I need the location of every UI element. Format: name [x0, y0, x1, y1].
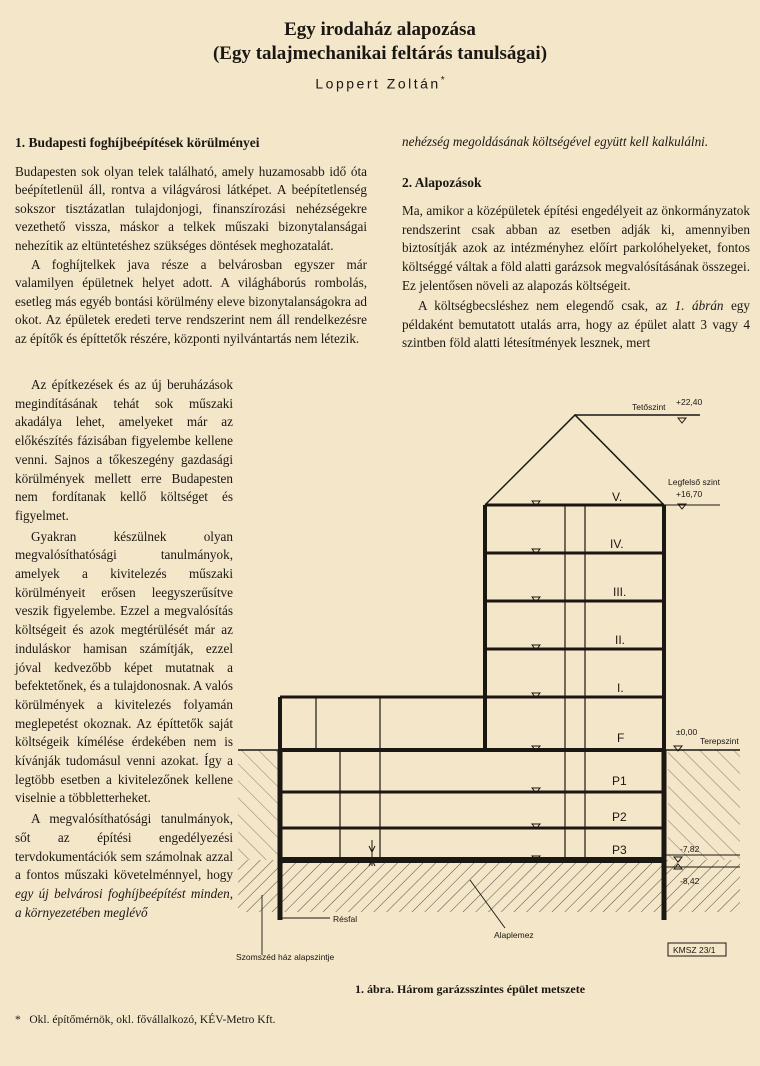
floor-label-p3: P3	[612, 843, 627, 857]
tower	[485, 505, 664, 750]
roof	[485, 415, 700, 505]
paragraph: Gyakran készülnek olyan megvalósíthatósági tanulmányok, amelyek a kivitelezés műszaki körülményeit erősen leegyszerűsítve veszik figyelembe. Ezzel a megvalósítás költségeit és azok megtérülését már az induláskor hamisan számítják, ezzel jóval kedvezőbb képet mutatnak a befektetőnek, és a tulajdonosnak. A valós körülmények a kivitelezés folyamán meglepetést okoznak. Az építtetők saját költségeik kímélése érdekében nem is kívánják tudomásul venni azokat. Így a legtöbb esetben a kivitelezőnek kellene viselnie a többletterheket.	[15, 528, 233, 806]
elevation-top-level: +16,70	[676, 489, 703, 499]
author-name: Loppert Zoltán	[315, 75, 441, 92]
label-top-level: Legfelső szint	[668, 477, 720, 487]
floor-label-i: I.	[617, 681, 624, 695]
figure-caption: 1. ábra. Három garázsszintes épület metszete	[355, 982, 586, 996]
paragraph: Az építkezések és az új beruházások megindításának tehát sok műszaki akadálya lehet, amelyeket már az előkészítés fázisában figyelembe kellene venni. Sajnos a tőkeszegény gazdasági körülmények mellett erre Budapesten nem fordítanak kellő költséget és figyelmet.	[15, 377, 233, 523]
paragraph-text: A költségbecsléshez nem elegendő csak, az	[418, 298, 675, 314]
elevation-basement-1: -7,82	[680, 844, 700, 854]
section-2-heading: 2. Alapozások	[402, 174, 482, 190]
section-1-continuation: nehézség megoldásának költségével együtt kell kalkulálni.	[402, 134, 709, 149]
label-base-slab: Alaplemez	[494, 930, 534, 940]
floor-label-v: V.	[612, 490, 623, 504]
paragraph-text: A megvalósíthatósági tanulmányok, sőt az építési engedélyezési tervdokumentációk sem számolnak azzal a fontos műszaki követelménnyel, hogy	[15, 811, 233, 883]
label-diaphragm-wall: Résfal	[333, 914, 358, 924]
paragraph: Ma, amikor a középületek építési engedélyeit az önkormányzatok rendszerint csak abban az esetben adják ki, amennyiben biztosítják azok az intézményhez előírt parkolóhelyeket, fontos költséggé váltak a föld alatti garázsok megvalósításának összegei. Ez jelentősen növeli az alapozás költségeit.	[402, 203, 750, 293]
section-1-heading: 1. Budapesti foghíjbeépítések körülményei	[15, 135, 260, 150]
floor-label-f: F	[617, 731, 625, 745]
footnote-text: Okl. építőmérnök, okl. fővállalkozó, KÉV-Metro Kft.	[29, 1014, 276, 1026]
elevation-roof: +22,40	[676, 397, 703, 407]
label-roof: Tetőszint	[632, 402, 666, 412]
floor-label-iv: IV.	[610, 537, 624, 551]
footnote-mark: *	[15, 1014, 21, 1026]
author-footnote-mark: *	[440, 75, 445, 86]
elevation-basement-2: -8,42	[680, 876, 700, 886]
paragraph: A foghíjtelkek java része a belvárosban egyszer már valamilyen épületnek helyet adott. A világháborús rombolás, esetleg más egyéb bontási körülmény eleve bizonytalanságokra ad okot. Az épületek eredeti terve rendszerint nem áll rendelkezésre az építők és építtetők részére, központi nyilvántartás nem létezik.	[15, 256, 367, 346]
floor-label-p1: P1	[612, 774, 627, 788]
title-line-2: (Egy talajmechanikai feltárás tanulságai)	[212, 43, 548, 64]
paragraph-emphasis: egy új belvárosi foghíjbeépítést minden, a környezetében meglévő	[15, 885, 233, 920]
elevation-ground: ±0,00	[676, 727, 698, 737]
label-ground: Terepszint	[700, 736, 739, 746]
low-wing	[280, 697, 664, 750]
figure-reference: 1. ábrán	[674, 298, 724, 314]
paragraph-text: egy példaként bemutatott utalás arra, hogy az épület alatt 3 vagy 4 szintben föld alatti létesítmények lesznek, mert	[402, 298, 750, 351]
label-neighbor-level: Szomszéd ház alapszintje	[236, 952, 335, 962]
floor-label-ii: II.	[615, 633, 626, 647]
footnote	[15, 1014, 276, 1026]
floor-label-iii: III.	[613, 585, 627, 599]
title-line-1: Egy irodaház alapozása	[284, 19, 476, 40]
stamp-label: KMSZ 23/1	[673, 945, 716, 955]
paragraph: Budapesten sok olyan telek található, amely huzamosabb idő óta beépítetlenül áll, rontva a világvárosi látképet. A beépítetlenség sokszor tisztázatlan tulajdonjogi, finanszírozási nehézségekre vezethető vissza, máskor a telkek műszaki bizonytalanságai nehezítik az eltüntetéshez szükséges döntések meghozatalát.	[15, 163, 367, 253]
floor-label-p2: P2	[612, 810, 627, 824]
